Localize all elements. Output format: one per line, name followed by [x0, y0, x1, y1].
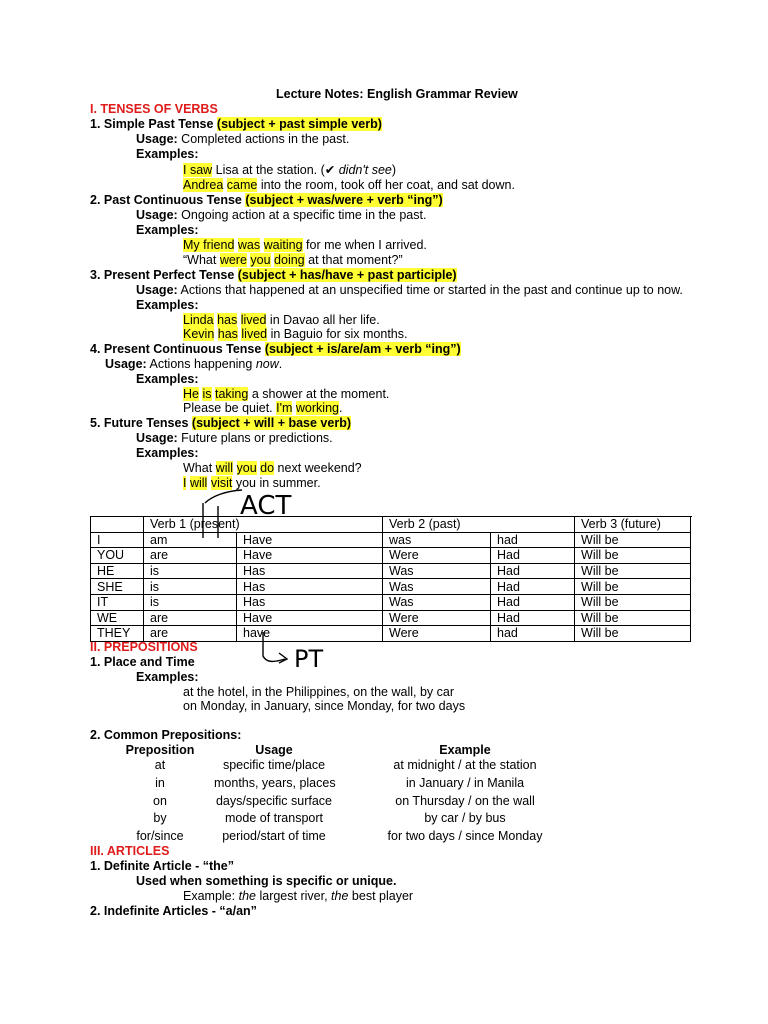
period: . — [278, 357, 283, 371]
highlight: doing — [274, 253, 305, 267]
tense-5-example-1 — [183, 461, 362, 476]
tense-5-example-2 — [183, 476, 321, 491]
prep-row — [90, 828, 610, 845]
table-header-row — [91, 517, 691, 533]
example-text: . — [338, 401, 343, 415]
highlight: you — [236, 461, 257, 475]
table-cell: Will be — [575, 563, 691, 579]
table-cell: Will be — [575, 626, 691, 642]
article-2-heading: 2. Indefinite Articles - “a/an” — [90, 904, 257, 918]
table-row — [91, 610, 691, 626]
table-cell: Will be — [575, 548, 691, 564]
highlight: has — [217, 327, 238, 341]
table-header-cell: Verb 1 (present) — [144, 517, 383, 533]
table-cell: Will be — [575, 532, 691, 548]
section-heading-articles: III. ARTICLES — [90, 844, 170, 858]
tense-2-usage — [136, 208, 426, 223]
example-text: in Baguio for six months. — [270, 327, 408, 341]
tense-name: 1. Simple Past Tense — [90, 117, 214, 131]
usage-label: Usage: — [136, 132, 178, 146]
table-cell: YOU — [91, 548, 144, 564]
prep-cell: at — [154, 758, 166, 772]
highlight: waiting — [263, 238, 303, 252]
tense-name: 2. Past Continuous Tense — [90, 193, 242, 207]
example-text: for me when I arrived. — [306, 238, 427, 252]
table-cell: is — [144, 563, 237, 579]
section-heading-prepositions: II. PREPOSITIONS — [90, 640, 198, 654]
prep-cell: period/start of time — [222, 829, 326, 843]
tense-formula: (subject + past simple verb) — [216, 117, 382, 131]
example-text: ) — [391, 163, 397, 177]
example-text: largest river, — [259, 889, 328, 903]
table-cell: Has — [237, 594, 383, 610]
tense-name: 5. Future Tenses — [90, 416, 189, 430]
table-cell: are — [144, 548, 237, 564]
table-cell: Will be — [575, 579, 691, 595]
usage-text: Actions that happened at an unspecified time or started in the past and continue up to now. — [180, 283, 683, 297]
table-cell: Was — [383, 594, 491, 610]
preposition-1-example-1: at the hotel, in the Philippines, on the wall, by car — [183, 685, 454, 699]
table-cell: Had — [491, 563, 575, 579]
prep-row — [90, 757, 610, 774]
tense-formula: (subject + is/are/am + verb “ing”) — [264, 342, 461, 356]
prep-cell: at midnight / at the station — [393, 758, 537, 772]
tense-4-usage — [105, 357, 282, 372]
prep-cell: by car / by bus — [424, 811, 506, 825]
prep-row — [90, 775, 610, 792]
table-row — [91, 532, 691, 548]
tense-name: 3. Present Perfect Tense — [90, 268, 235, 282]
highlight: My friend — [183, 238, 235, 252]
table-cell: HE — [91, 563, 144, 579]
usage-label: Usage: — [105, 357, 147, 371]
usage-text: Future plans or predictions. — [181, 431, 333, 445]
tense-2-example-1 — [183, 238, 427, 253]
tense-2-heading — [90, 193, 443, 208]
prep-row — [90, 793, 610, 810]
usage-text: Actions happening — [149, 357, 253, 371]
table-cell: Have — [237, 532, 383, 548]
table-cell: is — [144, 579, 237, 595]
example-label: Example: — [183, 889, 236, 903]
tense-name: 4. Present Continuous Tense — [90, 342, 262, 356]
tense-1-heading — [90, 117, 382, 132]
prep-cell: mode of transport — [225, 811, 323, 825]
table-cell: IT — [91, 594, 144, 610]
example-text: “What — [183, 253, 217, 267]
prep-cell: for two days / since Monday — [387, 829, 543, 843]
prep-header-cell: Example — [439, 743, 491, 757]
tense-5-heading — [90, 416, 351, 431]
example-text: What — [183, 461, 213, 475]
highlight: do — [260, 461, 275, 475]
example-text: Please be quiet. — [183, 401, 273, 415]
tense-3-example-2 — [183, 327, 407, 342]
table-cell: have — [237, 626, 383, 642]
preposition-1-example-2: on Monday, in January, since Monday, for two days — [183, 699, 466, 713]
highlight: lived — [240, 313, 267, 327]
tense-4-examples-label: Examples: — [136, 372, 199, 386]
table-cell: I — [91, 532, 144, 548]
preposition-2-heading: 2. Common Prepositions: — [90, 728, 242, 742]
example-text: in Davao all her life. — [269, 313, 380, 327]
tense-3-examples-label: Examples: — [136, 298, 199, 312]
highlight: Andrea — [183, 178, 224, 192]
prep-cell: days/specific surface — [215, 794, 333, 808]
tense-5-usage — [136, 431, 333, 446]
highlight: He — [183, 387, 199, 401]
table-row — [91, 594, 691, 610]
tense-1-example-1 — [183, 163, 396, 178]
tense-formula: (subject + will + base verb) — [191, 416, 351, 430]
prep-cell: by — [153, 811, 167, 825]
highlight: you — [250, 253, 271, 267]
table-header-cell: Verb 2 (past) — [383, 517, 575, 533]
highlight: was — [237, 238, 261, 252]
tense-1-examples-label: Examples: — [136, 147, 199, 161]
table-cell: had — [491, 626, 575, 642]
tense-4-example-2 — [183, 401, 342, 416]
table-row — [91, 626, 691, 642]
highlight: Linda — [183, 313, 214, 327]
highlight: working — [295, 401, 339, 415]
pt-arrow-head — [279, 653, 287, 663]
table-cell: Had — [491, 610, 575, 626]
highlight: I'm — [276, 401, 293, 415]
tense-3-usage — [136, 283, 683, 298]
prep-cell: on — [153, 794, 167, 808]
tense-4-example-1 — [183, 387, 389, 402]
table-cell: had — [491, 532, 575, 548]
highlight: visit — [210, 476, 233, 490]
prep-cell: on Thursday / on the wall — [395, 794, 535, 808]
table-cell: Had — [491, 594, 575, 610]
highlight: I — [183, 476, 187, 490]
table-cell: Were — [383, 548, 491, 564]
example-text: at that moment?” — [308, 253, 403, 267]
table-cell: SHE — [91, 579, 144, 595]
table-cell: THEY — [91, 626, 144, 642]
example-text-italic: the — [238, 889, 256, 903]
table-cell: Have — [237, 610, 383, 626]
table-cell: Have — [237, 548, 383, 564]
example-text: next weekend? — [277, 461, 362, 475]
table-cell: am — [144, 532, 237, 548]
prep-cell: months, years, places — [214, 776, 336, 790]
highlight: Kevin — [183, 327, 215, 341]
table-cell: Was — [383, 563, 491, 579]
preposition-1-heading: 1. Place and Time — [90, 655, 195, 669]
page-title: Lecture Notes: English Grammar Review — [276, 87, 518, 101]
tense-3-heading — [90, 268, 457, 283]
highlight: taking — [214, 387, 249, 401]
table-cell: was — [383, 532, 491, 548]
tense-2-example-2 — [183, 253, 403, 268]
highlight: will — [215, 461, 234, 475]
tense-5-examples-label: Examples: — [136, 446, 199, 460]
table-cell: are — [144, 626, 237, 642]
prep-cell: for/since — [136, 829, 184, 843]
table-cell: Were — [383, 626, 491, 642]
article-1-heading: 1. Definite Article - “the” — [90, 859, 235, 873]
highlight: I saw — [183, 163, 213, 177]
table-row — [91, 579, 691, 595]
example-text: you in summer. — [235, 476, 321, 490]
table-cell: Had — [491, 548, 575, 564]
highlight: were — [219, 253, 247, 267]
table-row — [91, 548, 691, 564]
tense-3-example-1 — [183, 313, 380, 328]
prep-cell: in — [155, 776, 165, 790]
verb-conjugation-table — [90, 516, 691, 642]
example-text: a shower at the moment. — [251, 387, 390, 401]
example-text-italic: didn't see — [338, 163, 392, 177]
table-cell: Was — [383, 579, 491, 595]
table-cell: Has — [237, 563, 383, 579]
table-cell: Will be — [575, 610, 691, 626]
usage-label: Usage: — [136, 208, 178, 222]
example-text-italic: the — [331, 889, 349, 903]
table-cell: Has — [237, 579, 383, 595]
section-heading-tenses: I. TENSES OF VERBS — [90, 102, 218, 116]
usage-text: Ongoing action at a specific time in the past. — [181, 208, 427, 222]
prep-cell: specific time/place — [222, 758, 326, 772]
table-header-cell — [91, 517, 144, 533]
highlight: has — [217, 313, 238, 327]
highlight: came — [226, 178, 258, 192]
prep-row — [90, 810, 610, 827]
table-cell: WE — [91, 610, 144, 626]
usage-label: Usage: — [136, 431, 178, 445]
usage-text-italic: now — [255, 357, 279, 371]
tense-4-heading — [90, 342, 461, 357]
table-header-cell: Verb 3 (future) — [575, 517, 691, 533]
usage-text: Completed actions in the past. — [181, 132, 350, 146]
table-cell: are — [144, 610, 237, 626]
check-mark: ✔ — [324, 163, 336, 177]
table-cell: Will be — [575, 594, 691, 610]
prep-cell: in January / in Manila — [405, 776, 525, 790]
example-text: Lisa at the station. ( — [215, 163, 325, 177]
highlight: lived — [241, 327, 268, 341]
example-text: into the room, took off her coat, and sat down. — [260, 178, 515, 192]
example-text: best player — [351, 889, 414, 903]
table-row — [91, 563, 691, 579]
tense-1-example-2 — [183, 178, 515, 193]
usage-label: Usage: — [136, 283, 178, 297]
highlight: will — [189, 476, 208, 490]
highlight: is — [202, 387, 212, 401]
article-1-example — [183, 889, 413, 904]
tense-formula: (subject + has/have + past participle) — [237, 268, 457, 282]
table-cell: is — [144, 594, 237, 610]
article-1-rule: Used when something is specific or unique. — [136, 874, 397, 888]
prep-header-cell: Usage — [255, 743, 293, 757]
tense-formula: (subject + was/were + verb “ing”) — [245, 193, 443, 207]
table-cell: Had — [491, 579, 575, 595]
table-cell: Were — [383, 610, 491, 626]
tense-2-examples-label: Examples: — [136, 223, 199, 237]
pt-annotation: PT — [294, 645, 324, 673]
preposition-1-examples-label: Examples: — [136, 670, 199, 684]
tense-1-usage — [136, 132, 349, 147]
act-annotation: ACT — [240, 491, 292, 521]
prep-header-cell: Preposition — [125, 743, 195, 757]
